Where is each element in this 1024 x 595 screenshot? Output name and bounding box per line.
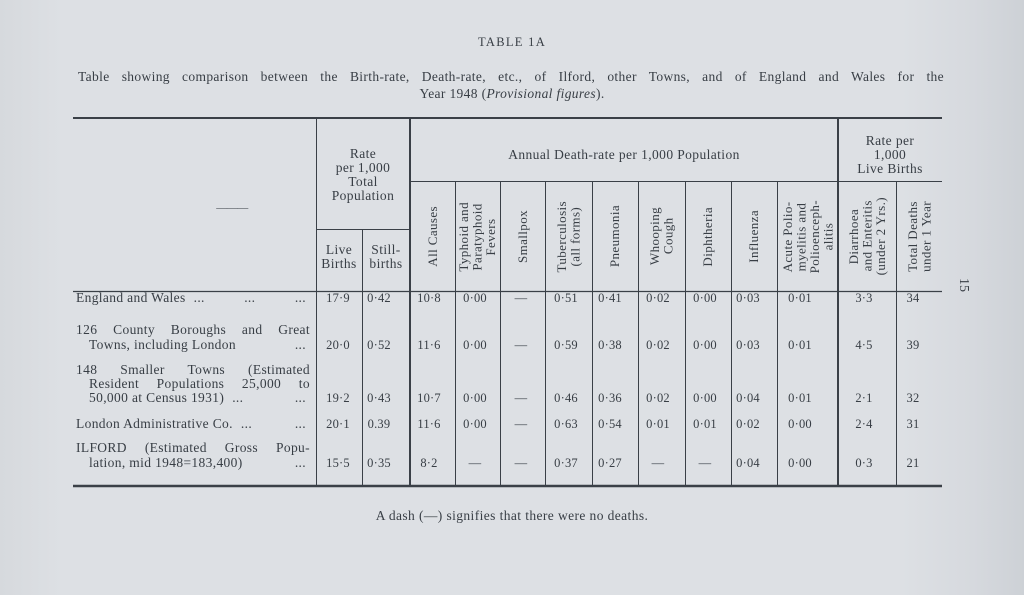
row-leader-dots: ...	[294, 337, 306, 352]
cell-tuberculosis: 0·37	[554, 456, 578, 470]
row-label-line: 126 County Boroughs and Great	[76, 322, 310, 337]
cell-deaths-under-1-year: 32	[906, 391, 920, 405]
cell-pneumonia: 0·38	[598, 338, 622, 352]
row-leader-dots: ... ... ...	[193, 290, 306, 305]
row-label-text: lation, mid 1948=183,400)	[89, 455, 243, 470]
row-label-text: England and Wales	[76, 290, 186, 305]
cell-whooping-cough: —	[651, 456, 665, 470]
cell-smallpox: —	[514, 338, 528, 352]
column-header-pneumonia	[592, 183, 638, 290]
table-title: TABLE 1A	[477, 35, 547, 49]
column-header-all-causes	[410, 183, 455, 290]
cell-acute-poliomyelitis: 0·00	[788, 456, 812, 470]
column-header-typhoid-paratyphoid	[455, 183, 500, 290]
row-label	[89, 390, 306, 406]
cell-acute-poliomyelitis: 0·01	[788, 291, 812, 305]
group-header-population-rate: Rate per 1,000 Total Population	[331, 146, 395, 203]
cell-pneumonia: 0·54	[598, 417, 622, 431]
column-header-live-births: Live Births	[321, 242, 357, 271]
column-header-label: Tuberculosis (all forms)	[554, 200, 583, 273]
column-header-acute-poliomyelitis	[777, 183, 838, 290]
column-header-label: Acute Polio- myelitis and Polioenceph- alitis	[779, 199, 835, 274]
cell-smallpox: —	[514, 391, 528, 405]
page-number: 15	[956, 278, 971, 292]
cell-acute-poliomyelitis: 0·01	[788, 338, 812, 352]
cell-all-causes: 8·2	[420, 456, 438, 470]
row-label-line: ILFORD (Estimated Gross Popu-	[76, 440, 310, 455]
cell-influenza: 0·04	[736, 456, 760, 470]
cell-pneumonia: 0·36	[598, 391, 622, 405]
cell-typhoid-paratyphoid: 0·00	[463, 291, 487, 305]
cell-influenza: 0·03	[736, 338, 760, 352]
cell-still-births: 0·52	[367, 338, 391, 352]
cell-still-births: 0.39	[367, 417, 391, 431]
cell-acute-poliomyelitis: 0·00	[788, 417, 812, 431]
column-header-label: Typhoid and Paratyphoid Fevers	[456, 201, 499, 272]
column-header-label: Smallpox	[514, 209, 530, 264]
row-label-line: Resident Populations 25,000 to	[89, 376, 310, 391]
cell-acute-poliomyelitis: 0·01	[788, 391, 812, 405]
cell-still-births: 0·43	[367, 391, 391, 405]
cell-whooping-cough: 0·02	[646, 391, 670, 405]
stub-header-dash: ———	[216, 202, 248, 214]
cell-tuberculosis: 0·63	[554, 417, 578, 431]
cell-typhoid-paratyphoid: 0·00	[463, 417, 487, 431]
column-header-label: Whooping Cough	[647, 207, 676, 266]
cell-tuberculosis: 0·46	[554, 391, 578, 405]
cell-tuberculosis: 0·51	[554, 291, 578, 305]
row-label	[76, 290, 306, 306]
row-label	[76, 416, 306, 432]
row-label-text: London Administrative Co.	[76, 416, 233, 431]
cell-whooping-cough: 0·01	[646, 417, 670, 431]
column-header-still-births: Still- births	[369, 242, 403, 271]
cell-diphtheria: 0·00	[693, 338, 717, 352]
table-caption-line-1: Table showing comparison between the Birth-rate, Death-rate, etc., of Ilford, other Towns, and of England and Wales for the	[78, 69, 944, 84]
column-header-label: Influenza	[746, 210, 762, 263]
cell-live-births: 15·5	[326, 456, 350, 470]
column-header-tuberculosis	[545, 183, 592, 290]
cell-influenza: 0·04	[736, 391, 760, 405]
cell-diarrhoea-enteritis: 4·5	[855, 338, 873, 352]
caption-italic: Provisional figures	[486, 86, 596, 101]
column-header-smallpox	[500, 183, 545, 290]
cell-whooping-cough: 0·02	[646, 291, 670, 305]
column-header-diarrhoea-enteritis	[838, 183, 896, 290]
cell-pneumonia: 0·41	[598, 291, 622, 305]
cell-live-births: 20·1	[326, 417, 350, 431]
cell-deaths-under-1-year: 39	[906, 338, 920, 352]
cell-still-births: 0·35	[367, 456, 391, 470]
row-label	[89, 455, 306, 471]
column-header-influenza	[731, 183, 777, 290]
cell-whooping-cough: 0·02	[646, 338, 670, 352]
row-label-text: 50,000 at Census 1931)	[89, 390, 225, 405]
footnote: A dash (—) signifies that there were no deaths.	[375, 508, 649, 523]
cell-typhoid-paratyphoid: 0·00	[463, 338, 487, 352]
cell-typhoid-paratyphoid: —	[468, 456, 482, 470]
cell-smallpox: —	[514, 456, 528, 470]
column-header-label: All Causes	[424, 206, 440, 267]
cell-pneumonia: 0·27	[598, 456, 622, 470]
column-header-diphtheria	[685, 183, 731, 290]
column-header-label: Diarrhoea and Enteritis (under 2 Yrs.)	[845, 197, 888, 276]
cell-diarrhoea-enteritis: 2·4	[855, 417, 873, 431]
column-header-label: Total Deaths under 1 Year	[904, 201, 933, 272]
cell-influenza: 0·02	[736, 417, 760, 431]
row-leader-dots: ... ...	[232, 390, 306, 405]
cell-deaths-under-1-year: 34	[906, 291, 920, 305]
column-header-whooping-cough	[638, 183, 685, 290]
column-header-label: Diphtheria	[700, 206, 716, 267]
cell-diarrhoea-enteritis: 3·3	[855, 291, 873, 305]
cell-all-causes: 10·8	[417, 291, 441, 305]
cell-tuberculosis: 0·59	[554, 338, 578, 352]
cell-deaths-under-1-year: 31	[906, 417, 920, 431]
cell-smallpox: —	[514, 417, 528, 431]
cell-diarrhoea-enteritis: 0·3	[855, 456, 873, 470]
group-header-death-rate: Annual Death-rate per 1,000 Population	[508, 147, 740, 162]
row-leader-dots: ... ...	[240, 416, 306, 431]
group-header-live-birth-rate: Rate per 1,000 Live Births	[857, 133, 923, 176]
cell-all-causes: 11·6	[417, 338, 441, 352]
row-label-line: 148 Smaller Towns (Estimated	[76, 362, 310, 377]
row-label-text: Towns, including London	[89, 337, 236, 352]
cell-diarrhoea-enteritis: 2·1	[855, 391, 873, 405]
cell-deaths-under-1-year: 21	[906, 456, 920, 470]
cell-diphtheria: 0·01	[693, 417, 717, 431]
cell-diphtheria: 0·00	[693, 391, 717, 405]
row-label	[89, 337, 306, 353]
row-leader-dots: ...	[294, 455, 306, 470]
caption-prefix: Year 1948 (	[419, 86, 487, 101]
cell-still-births: 0·42	[367, 291, 391, 305]
column-header-label: Pneumonia	[607, 205, 623, 268]
cell-live-births: 19·2	[326, 391, 350, 405]
cell-typhoid-paratyphoid: 0·00	[463, 391, 487, 405]
caption-suffix: ).	[595, 86, 605, 101]
cell-live-births: 17·9	[326, 291, 350, 305]
cell-diphtheria: 0·00	[693, 291, 717, 305]
cell-live-births: 20·0	[326, 338, 350, 352]
cell-diphtheria: —	[698, 456, 712, 470]
column-header-deaths-under-1-year	[896, 183, 942, 290]
cell-influenza: 0·03	[736, 291, 760, 305]
cell-all-causes: 10·7	[417, 391, 441, 405]
cell-smallpox: —	[514, 291, 528, 305]
cell-all-causes: 11·6	[417, 417, 441, 431]
